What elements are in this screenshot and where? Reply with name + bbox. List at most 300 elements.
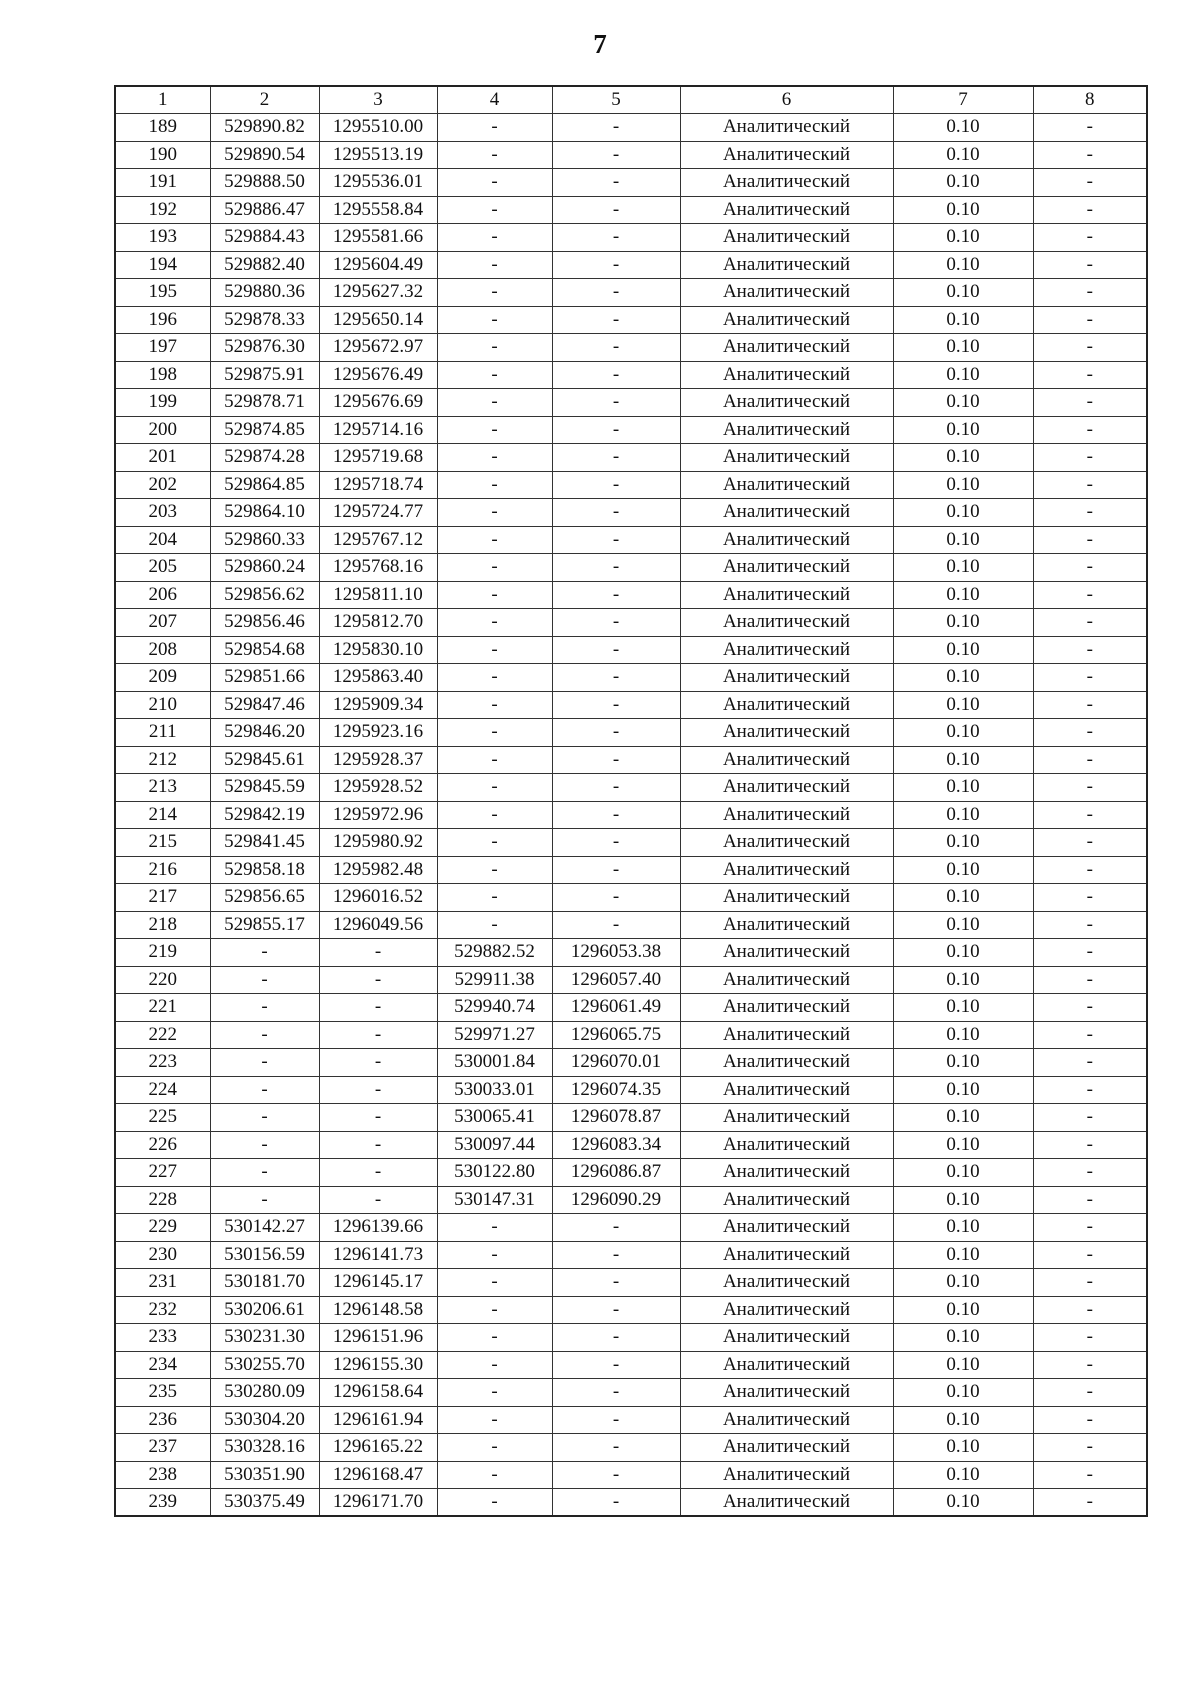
table-cell-col-5: - [552,224,680,252]
table-cell-col-3: - [319,1049,437,1077]
table-cell-col-7: 0.10 [893,141,1033,169]
table-cell-col-2: 529855.17 [210,911,319,939]
table-cell-col-1: 195 [115,279,210,307]
table-cell-col-5: - [552,691,680,719]
table-cell-col-4: - [437,829,552,857]
table-cell-col-8: - [1033,994,1147,1022]
table-cell-col-2: - [210,939,319,967]
table-cell-col-6: Аналитический [680,1241,893,1269]
table-cell-col-5: - [552,554,680,582]
table-cell-col-3: 1295863.40 [319,664,437,692]
table-row [115,829,1147,857]
table-cell-col-6: Аналитический [680,114,893,142]
table-cell-col-2: 529878.71 [210,389,319,417]
table-cell-col-8: - [1033,279,1147,307]
table-row [115,774,1147,802]
table-cell-col-3: 1296151.96 [319,1324,437,1352]
table-cell-col-6: Аналитический [680,1269,893,1297]
table-cell-col-7: 0.10 [893,196,1033,224]
table-cell-col-5: - [552,856,680,884]
table-cell-col-6: Аналитический [680,1489,893,1517]
table-cell-col-7: 0.10 [893,1104,1033,1132]
table-cell-col-1: 226 [115,1131,210,1159]
table-cell-col-4: 530033.01 [437,1076,552,1104]
table-cell-col-7: 0.10 [893,1241,1033,1269]
table-cell-col-8: - [1033,1159,1147,1187]
table-cell-col-4: 529882.52 [437,939,552,967]
table-row [115,966,1147,994]
table-cell-col-4: - [437,279,552,307]
table-cell-col-7: 0.10 [893,416,1033,444]
table-cell-col-6: Аналитический [680,774,893,802]
table-cell-col-5: 1296078.87 [552,1104,680,1132]
table-cell-col-4: - [437,746,552,774]
table-cell-col-4: - [437,609,552,637]
table-cell-col-4: - [437,1214,552,1242]
table-cell-col-3: 1296168.47 [319,1461,437,1489]
table-body [115,114,1147,1517]
table-cell-col-7: 0.10 [893,1461,1033,1489]
table-cell-col-4: - [437,389,552,417]
table-cell-col-2: 529882.40 [210,251,319,279]
table-cell-col-1: 239 [115,1489,210,1517]
table-cell-col-3: 1295928.37 [319,746,437,774]
table-cell-col-7: 0.10 [893,801,1033,829]
table-cell-col-8: - [1033,691,1147,719]
table-cell-col-4: - [437,884,552,912]
table-cell-col-3: - [319,994,437,1022]
table-cell-col-6: Аналитический [680,1296,893,1324]
table-cell-col-6: Аналитический [680,499,893,527]
table-cell-col-3: - [319,1159,437,1187]
table-cell-col-8: - [1033,664,1147,692]
table-cell-col-3: 1295558.84 [319,196,437,224]
table-cell-col-2: 529851.66 [210,664,319,692]
table-cell-col-3: 1296139.66 [319,1214,437,1242]
table-cell-col-1: 213 [115,774,210,802]
table-cell-col-8: - [1033,719,1147,747]
table-cell-col-5: 1296053.38 [552,939,680,967]
table-cell-col-5: 1296090.29 [552,1186,680,1214]
table-cell-col-1: 208 [115,636,210,664]
table-cell-col-6: Аналитический [680,1104,893,1132]
table-cell-col-4: - [437,416,552,444]
table-cell-col-1: 221 [115,994,210,1022]
table-cell-col-8: - [1033,114,1147,142]
table-row [115,1104,1147,1132]
table-row [115,554,1147,582]
table-cell-col-8: - [1033,581,1147,609]
table-cell-col-5: - [552,471,680,499]
table-cell-col-8: - [1033,196,1147,224]
page-number: 7 [593,29,607,59]
table-cell-col-5: - [552,1241,680,1269]
table-cell-col-7: 0.10 [893,1214,1033,1242]
table-cell-col-7: 0.10 [893,499,1033,527]
table-cell-col-4: - [437,499,552,527]
table-cell-col-1: 232 [115,1296,210,1324]
table-cell-col-7: 0.10 [893,114,1033,142]
table-cell-col-6: Аналитический [680,1186,893,1214]
table-cell-col-8: - [1033,471,1147,499]
table-cell-col-2: - [210,1131,319,1159]
table-cell-col-1: 233 [115,1324,210,1352]
table-cell-col-2: 529860.24 [210,554,319,582]
table-cell-col-4: - [437,1351,552,1379]
table-cell-col-4: - [437,141,552,169]
table-cell-col-2: 529875.91 [210,361,319,389]
table-cell-col-7: 0.10 [893,966,1033,994]
table-cell-col-7: 0.10 [893,691,1033,719]
table-cell-col-4: 530097.44 [437,1131,552,1159]
table-cell-col-7: 0.10 [893,1379,1033,1407]
column-header-7: 7 [893,86,1033,114]
table-cell-col-6: Аналитический [680,251,893,279]
table-cell-col-2: 529886.47 [210,196,319,224]
table-cell-col-7: 0.10 [893,361,1033,389]
table-cell-col-4: 530147.31 [437,1186,552,1214]
table-cell-col-7: 0.10 [893,1406,1033,1434]
table-cell-col-4: 529971.27 [437,1021,552,1049]
table-row [115,1214,1147,1242]
table-cell-col-4: - [437,581,552,609]
table-cell-col-5: - [552,719,680,747]
table-cell-col-6: Аналитический [680,334,893,362]
table-cell-col-3: - [319,1186,437,1214]
table-cell-col-2: - [210,994,319,1022]
table-cell-col-3: 1295650.14 [319,306,437,334]
table-cell-col-2: 530351.90 [210,1461,319,1489]
table-cell-col-4: - [437,774,552,802]
table-cell-col-3: - [319,939,437,967]
table-cell-col-7: 0.10 [893,581,1033,609]
table-cell-col-8: - [1033,334,1147,362]
table-cell-col-1: 197 [115,334,210,362]
table-cell-col-1: 194 [115,251,210,279]
table-cell-col-1: 237 [115,1434,210,1462]
table-cell-col-5: - [552,581,680,609]
table-cell-col-3: 1295909.34 [319,691,437,719]
table-row [115,169,1147,197]
table-cell-col-3: 1295513.19 [319,141,437,169]
table-cell-col-8: - [1033,1269,1147,1297]
table-row [115,801,1147,829]
table-cell-col-5: - [552,526,680,554]
table-cell-col-3: - [319,966,437,994]
table-row [115,911,1147,939]
table-cell-col-6: Аналитический [680,389,893,417]
table-cell-col-5: - [552,829,680,857]
table-cell-col-6: Аналитический [680,856,893,884]
table-cell-col-4: - [437,1241,552,1269]
table-cell-col-7: 0.10 [893,1296,1033,1324]
table-cell-col-8: - [1033,389,1147,417]
table-row [115,1049,1147,1077]
table-row [115,416,1147,444]
table-row [115,1406,1147,1434]
table-cell-col-1: 230 [115,1241,210,1269]
table-row [115,1296,1147,1324]
table-row [115,306,1147,334]
table-cell-col-1: 207 [115,609,210,637]
table-cell-col-3: 1296155.30 [319,1351,437,1379]
table-cell-col-5: 1296083.34 [552,1131,680,1159]
table-cell-col-8: - [1033,1104,1147,1132]
table-cell-col-8: - [1033,224,1147,252]
table-cell-col-4: - [437,1324,552,1352]
table-cell-col-8: - [1033,141,1147,169]
table-cell-col-8: - [1033,609,1147,637]
table-cell-col-6: Аналитический [680,306,893,334]
table-cell-col-5: - [552,1379,680,1407]
table-cell-col-6: Аналитический [680,911,893,939]
table-cell-col-3: 1295718.74 [319,471,437,499]
table-cell-col-7: 0.10 [893,306,1033,334]
table-row [115,444,1147,472]
table-cell-col-1: 231 [115,1269,210,1297]
table-cell-col-5: - [552,746,680,774]
table-row [115,856,1147,884]
table-cell-col-5: - [552,774,680,802]
table-cell-col-5: 1296065.75 [552,1021,680,1049]
table-cell-col-7: 0.10 [893,719,1033,747]
table-cell-col-6: Аналитический [680,1434,893,1462]
table-cell-col-8: - [1033,1241,1147,1269]
table-cell-col-1: 215 [115,829,210,857]
table-cell-col-2: 529880.36 [210,279,319,307]
table-cell-col-5: 1296061.49 [552,994,680,1022]
table-cell-col-8: - [1033,1406,1147,1434]
table-cell-col-1: 223 [115,1049,210,1077]
table-cell-col-7: 0.10 [893,829,1033,857]
table-cell-col-4: 529940.74 [437,994,552,1022]
table-cell-col-6: Аналитический [680,141,893,169]
table-cell-col-8: - [1033,856,1147,884]
table-row [115,1076,1147,1104]
table-cell-col-4: - [437,224,552,252]
table-cell-col-7: 0.10 [893,251,1033,279]
table-cell-col-8: - [1033,1461,1147,1489]
coordinates-table [114,85,1148,1517]
table-cell-col-5: - [552,636,680,664]
table-cell-col-1: 229 [115,1214,210,1242]
table-cell-col-5: - [552,1351,680,1379]
table-cell-col-4: - [437,306,552,334]
table-cell-col-3: 1296049.56 [319,911,437,939]
table-cell-col-4: - [437,1489,552,1517]
table-cell-col-8: - [1033,416,1147,444]
table-cell-col-1: 190 [115,141,210,169]
table-cell-col-3: 1296161.94 [319,1406,437,1434]
table-cell-col-8: - [1033,1186,1147,1214]
table-row [115,1186,1147,1214]
table-cell-col-2: 530181.70 [210,1269,319,1297]
table-cell-col-4: - [437,636,552,664]
table-cell-col-8: - [1033,169,1147,197]
table-cell-col-1: 218 [115,911,210,939]
table-cell-col-3: 1296016.52 [319,884,437,912]
table-cell-col-4: - [437,664,552,692]
table-row [115,939,1147,967]
table-cell-col-2: - [210,1076,319,1104]
table-cell-col-8: - [1033,361,1147,389]
table-cell-col-4: - [437,361,552,389]
table-cell-col-2: 530328.16 [210,1434,319,1462]
table-cell-col-5: - [552,114,680,142]
table-cell-col-8: - [1033,746,1147,774]
table-cell-col-5: - [552,911,680,939]
table-cell-col-6: Аналитический [680,1131,893,1159]
table-row [115,526,1147,554]
table-cell-col-3: - [319,1104,437,1132]
table-cell-col-3: 1295536.01 [319,169,437,197]
table-cell-col-5: - [552,416,680,444]
table-cell-col-6: Аналитический [680,416,893,444]
table-row [115,994,1147,1022]
table-row [115,1434,1147,1462]
table-cell-col-3: 1295830.10 [319,636,437,664]
table-cell-col-7: 0.10 [893,1049,1033,1077]
table-cell-col-7: 0.10 [893,334,1033,362]
table-cell-col-1: 212 [115,746,210,774]
table-cell-col-5: - [552,1461,680,1489]
table-row [115,389,1147,417]
table-cell-col-8: - [1033,939,1147,967]
table-cell-col-4: - [437,251,552,279]
column-header-6: 6 [680,86,893,114]
table-cell-col-6: Аналитический [680,884,893,912]
table-cell-col-6: Аналитический [680,471,893,499]
table-cell-col-6: Аналитический [680,966,893,994]
table-cell-col-2: 529854.68 [210,636,319,664]
table-cell-col-6: Аналитический [680,169,893,197]
table-row [115,884,1147,912]
table-cell-col-2: 529856.46 [210,609,319,637]
table-cell-col-3: 1295581.66 [319,224,437,252]
table-cell-col-2: 529864.10 [210,499,319,527]
table-cell-col-7: 0.10 [893,224,1033,252]
table-cell-col-8: - [1033,884,1147,912]
table-cell-col-8: - [1033,444,1147,472]
table-cell-col-8: - [1033,1131,1147,1159]
table-row [115,114,1147,142]
table-cell-col-8: - [1033,911,1147,939]
table-cell-col-4: - [437,1379,552,1407]
table-cell-col-4: - [437,856,552,884]
table-cell-col-8: - [1033,801,1147,829]
table-cell-col-7: 0.10 [893,609,1033,637]
table-cell-col-7: 0.10 [893,746,1033,774]
table-header-row [115,86,1147,114]
table-cell-col-6: Аналитический [680,1406,893,1434]
table-cell-col-7: 0.10 [893,884,1033,912]
table-cell-col-3: 1295627.32 [319,279,437,307]
table-cell-col-6: Аналитический [680,581,893,609]
table-cell-col-2: 529874.28 [210,444,319,472]
table-cell-col-8: - [1033,1379,1147,1407]
table-cell-col-1: 191 [115,169,210,197]
table-cell-col-7: 0.10 [893,856,1033,884]
table-cell-col-3: 1295604.49 [319,251,437,279]
table-cell-col-8: - [1033,1021,1147,1049]
table-cell-col-1: 222 [115,1021,210,1049]
table-row [115,746,1147,774]
table-cell-col-1: 205 [115,554,210,582]
table-cell-col-4: - [437,471,552,499]
table-cell-col-6: Аналитический [680,554,893,582]
table-cell-col-6: Аналитический [680,1159,893,1187]
table-cell-col-1: 202 [115,471,210,499]
table-cell-col-6: Аналитический [680,1049,893,1077]
table-row [115,196,1147,224]
table-cell-col-4: - [437,554,552,582]
table-cell-col-4: - [437,444,552,472]
table-cell-col-8: - [1033,774,1147,802]
table-cell-col-3: - [319,1131,437,1159]
table-cell-col-7: 0.10 [893,554,1033,582]
table-cell-col-6: Аналитический [680,196,893,224]
table-cell-col-8: - [1033,554,1147,582]
table-cell-col-6: Аналитический [680,1461,893,1489]
table-cell-col-6: Аналитический [680,829,893,857]
table-cell-col-2: 530255.70 [210,1351,319,1379]
table-cell-col-1: 200 [115,416,210,444]
table-row [115,1269,1147,1297]
table-cell-col-6: Аналитический [680,746,893,774]
table-cell-col-2: 529846.20 [210,719,319,747]
table-row [115,224,1147,252]
table-cell-col-5: 1296057.40 [552,966,680,994]
table-cell-col-3: 1295676.69 [319,389,437,417]
table-cell-col-5: - [552,141,680,169]
table-cell-col-3: 1295982.48 [319,856,437,884]
table-cell-col-3: - [319,1076,437,1104]
table-row [115,1379,1147,1407]
table-cell-col-5: - [552,1406,680,1434]
table-cell-col-2: 529841.45 [210,829,319,857]
table-cell-col-2: - [210,1186,319,1214]
table-cell-col-7: 0.10 [893,1021,1033,1049]
table-cell-col-4: - [437,1461,552,1489]
table-cell-col-5: 1296070.01 [552,1049,680,1077]
table-row [115,1351,1147,1379]
table-cell-col-2: 530375.49 [210,1489,319,1517]
table-row [115,141,1147,169]
table-cell-col-3: 1295811.10 [319,581,437,609]
table-cell-col-1: 196 [115,306,210,334]
table-cell-col-2: 529860.33 [210,526,319,554]
table-cell-col-3: 1295812.70 [319,609,437,637]
table-cell-col-2: - [210,966,319,994]
table-cell-col-3: 1295980.92 [319,829,437,857]
table-cell-col-8: - [1033,1489,1147,1517]
table-row [115,1489,1147,1517]
table-cell-col-8: - [1033,1296,1147,1324]
table-cell-col-1: 217 [115,884,210,912]
table-row [115,719,1147,747]
table-cell-col-2: - [210,1021,319,1049]
table-cell-col-6: Аналитический [680,1021,893,1049]
table-row [115,609,1147,637]
table-row [115,471,1147,499]
table-cell-col-8: - [1033,1434,1147,1462]
table-cell-col-5: - [552,361,680,389]
table-cell-col-1: 198 [115,361,210,389]
table-cell-col-1: 201 [115,444,210,472]
table-cell-col-1: 236 [115,1406,210,1434]
table-cell-col-4: - [437,169,552,197]
table-cell-col-4: - [437,334,552,362]
